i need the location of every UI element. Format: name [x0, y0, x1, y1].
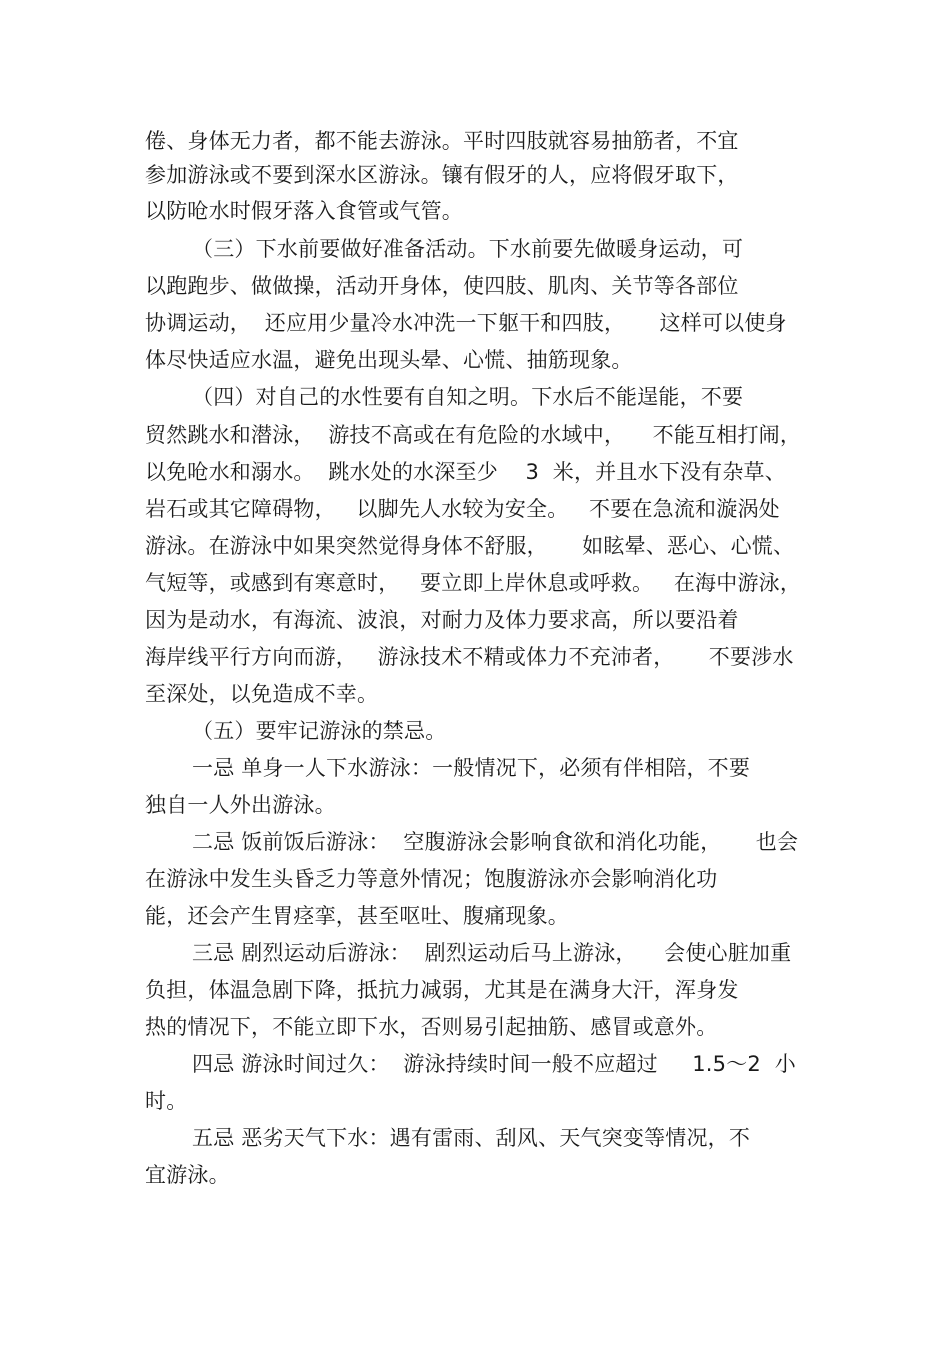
text-line: 体尽快适应水温，避免出现头晕、心慌、抽筋现象。 — [145, 348, 633, 372]
text-line: 负担，体温急剧下降，抵抗力减弱，尤其是在满身大汗，浑身发 — [145, 978, 739, 1002]
text-line: 在游泳中发生头昏乏力等意外情况；饱腹游泳亦会影响消化功 — [145, 867, 718, 891]
text-line: 二忌 饭前饭后游泳： 空腹游泳会影响食欲和消化功能， 也会 — [192, 830, 799, 854]
text-line: 独自一人外出游泳。 — [145, 793, 336, 817]
text-line: 以跑跑步、做做操，活动开身体，使四肢、肌肉、关节等各部位 — [145, 274, 739, 298]
text-line: 至深处，以免造成不幸。 — [145, 682, 379, 706]
text-line: 四忌 游泳时间过久： 游泳持续时间一般不应超过 1.5～2 小 — [192, 1052, 796, 1076]
text-line: 五忌 恶劣天气下水：遇有雷雨、刮风、天气突变等情况，不 — [192, 1126, 751, 1150]
text-line: （三）下水前要做好准备活动。下水前要先做暖身运动，可 — [192, 237, 744, 261]
text-line: 游泳。在游泳中如果突然觉得身体不舒服， 如眩晕、恶心、心慌、 — [145, 534, 795, 558]
text-line: （五）要牢记游泳的禁忌。 — [192, 719, 447, 743]
text-line: 以免呛水和溺水。 跳水处的水深至少 3 米，并且水下没有杂草、 — [145, 460, 786, 484]
text-line: 以防呛水时假牙落入食管或气管。 — [145, 199, 463, 223]
text-line: 协调运动， 还应用少量冷水冲洗一下躯干和四肢， 这样可以使身 — [145, 311, 787, 335]
text-line: 宜游泳。 — [145, 1163, 230, 1187]
text-line: （四）对自己的水性要有自知之明。下水后不能逞能，不要 — [192, 385, 744, 409]
text-line: 参加游泳或不要到深水区游泳。镶有假牙的人，应将假牙取下， — [145, 163, 739, 187]
text-line: 热的情况下，不能立即下水，否则易引起抽筋、感冒或意外。 — [145, 1015, 718, 1039]
text-line: 时。 — [145, 1089, 188, 1113]
text-line: 海岸线平行方向而游， 游泳技术不精或体力不充沛者， 不要涉水 — [145, 645, 794, 669]
text-line: 因为是动水，有海流、波浪，对耐力及体力要求高，所以要沿着 — [145, 608, 739, 632]
text-line: 倦、身体无力者，都不能去游泳。平时四肢就容易抽筋者，不宜 — [145, 129, 739, 153]
text-line: 三忌 剧烈运动后游泳： 剧烈运动后马上游泳， 会使心脏加重 — [192, 941, 792, 965]
text-line: 岩石或其它障碍物， 以脚先人水较为安全。 不要在急流和漩涡处 — [145, 497, 780, 521]
text-line: 能，还会产生胃痉挛，甚至呕吐、腹痛现象。 — [145, 904, 569, 928]
text-line: 一忌 单身一人下水游泳：一般情况下，必须有伴相陪，不要 — [192, 756, 751, 780]
text-line: 贸然跳水和潜泳， 游技不高或在有危险的水域中， 不能互相打闹， — [145, 423, 802, 447]
text-line: 气短等，或感到有寒意时， 要立即上岸休息或呼救。 在海中游泳， — [145, 571, 802, 595]
